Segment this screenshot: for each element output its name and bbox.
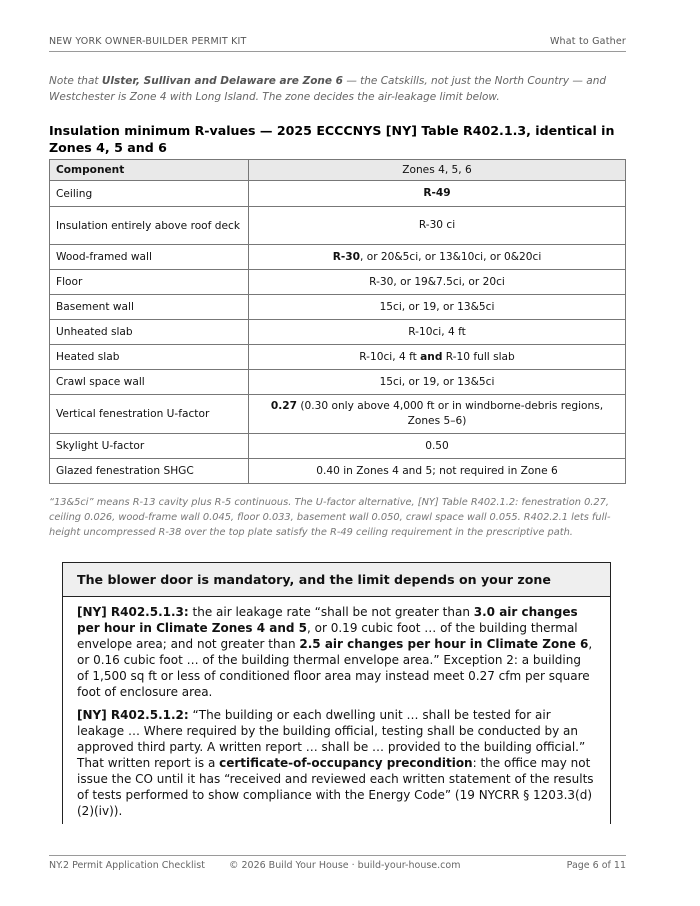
blower-door-callout — [62, 562, 611, 824]
table-row — [50, 370, 626, 395]
callout-paragraph — [77, 604, 596, 700]
component-cell: Glazed fenestration SHGC — [50, 459, 249, 484]
component-cell: Vertical fenestration U-factor — [50, 395, 249, 434]
callout-title: The blower door is mandatory, and the limit depends on your zone — [63, 563, 610, 597]
callout-emphasis: 2.5 air changes per hour in Climate Zone 6 — [299, 637, 589, 651]
code-reference: [NY] R402.5.1.2: — [77, 708, 189, 722]
value-cell — [249, 270, 626, 295]
value-text: 15ci, or 19, or 13&5ci — [379, 300, 495, 313]
table-row — [50, 459, 626, 484]
column-header-zones: Zones 4, 5, 6 — [249, 160, 626, 181]
value-bold: R-30 — [332, 250, 360, 263]
note-emphasis: Ulster, Sullivan and Delaware are Zone 6 — [101, 75, 343, 87]
table-row — [50, 345, 626, 370]
value-cell — [249, 207, 626, 245]
value-bold: and — [420, 350, 443, 363]
table-row — [50, 320, 626, 345]
value-cell — [249, 370, 626, 395]
callout-paragraph — [77, 707, 596, 819]
code-reference: [NY] R402.5.1.3: — [77, 605, 189, 619]
value-cell — [249, 434, 626, 459]
table-row — [50, 434, 626, 459]
value-cell — [249, 345, 626, 370]
zone-note — [49, 74, 626, 105]
footer-page-number: Page 6 of 11 — [566, 860, 626, 871]
table-header-row — [50, 160, 626, 181]
value-text: 15ci, or 19, or 13&5ci — [379, 375, 495, 388]
value-text: R-30, or 19&7.5ci, or 20ci — [369, 275, 505, 288]
component-cell: Ceiling — [50, 181, 249, 207]
callout-text: , or 0.19 cubic foot … of the building thermal envelope area; and not greater than — [77, 621, 578, 651]
component-cell: Crawl space wall — [50, 370, 249, 395]
rvalue-table — [49, 159, 626, 484]
value-cell — [249, 459, 626, 484]
table-row — [50, 181, 626, 207]
table-row — [50, 207, 626, 245]
value-text: R-10ci, 4 ft — [408, 325, 466, 338]
value-text: 0.40 in Zones 4 and 5; not required in Zone 6 — [316, 464, 558, 477]
component-cell: Skylight U-factor — [50, 434, 249, 459]
header-kit-title: NEW YORK OWNER-BUILDER PERMIT KIT — [49, 36, 247, 47]
note-prefix: Note that — [49, 75, 102, 87]
value-cell — [249, 181, 626, 207]
component-cell: Basement wall — [50, 295, 249, 320]
value-cell — [249, 295, 626, 320]
value-text: R-30 ci — [418, 219, 456, 231]
value-text: R-10 full slab — [442, 350, 515, 363]
component-cell: Unheated slab — [50, 320, 249, 345]
component-cell: Floor — [50, 270, 249, 295]
column-header-component: Component — [50, 160, 249, 181]
callout-emphasis: certificate-of-occupancy precondition — [219, 756, 473, 770]
table-row — [50, 295, 626, 320]
table-row — [50, 395, 626, 434]
value-cell — [249, 395, 626, 434]
value-cell — [249, 245, 626, 270]
callout-text: “The building or each dwelling unit … shall be tested for air leakage … Where required by the building official, testing shall be conducted by an approved third party. A written report … shall be … provided to the building official.” That written report is a — [77, 708, 586, 770]
callout-emphasis: 3.0 air changes per hour in Climate Zones 4 and 5 — [77, 605, 578, 635]
value-text: (0.30 only above 4,000 ft or in windborne-debris regions, Zones 5–6) — [297, 400, 604, 427]
header-section-title: What to Gather — [549, 36, 626, 47]
component-cell: Heated slab — [50, 345, 249, 370]
value-text: 0.50 — [425, 439, 449, 452]
table-footnote: “13&5ci” means R-13 cavity plus R-5 continuous. The U-factor alternative, [NY] Table R402.1.2: fenestration 0.27, ceiling 0.026, wood-frame wall 0.045, floor 0.033, basement wall 0.050, crawl space wall 0.055. R402.2.1 lets full-height uncompressed R-38 over the top plate satisfy the R-49 ceiling requirement in the prescriptive path. — [49, 497, 611, 538]
table-title: Insulation minimum R-values — 2025 ECCCNYS [NY] Table R402.1.3, identical in Zones 4, 5 and 6 — [49, 123, 615, 155]
value-bold: 0.27 — [270, 400, 298, 412]
callout-text: : the office may not issue the CO until it has “received and reviewed each written statement of the results of tests performed to show compliance with the Energy Code” (19 NYCRR § 1203.3(d)(2)(iv)). — [77, 756, 594, 818]
callout-text: , or 0.16 cubic foot … of the building thermal envelope area.” Exception 2: a building of 1,500 sq ft or less of conditioned floor area may instead meet 0.27 cfm per square foot of enclosure area. — [77, 637, 593, 699]
component-cell: Insulation entirely above roof deck — [50, 207, 249, 245]
value-text: , or 20&5ci, or 13&10ci, or 0&20ci — [359, 250, 542, 263]
page-header — [49, 36, 626, 52]
footer-copyright: © 2026 Build Your House · build-your-house.com — [228, 860, 461, 871]
page-footer — [49, 855, 626, 871]
note-suffix: — the Catskills, not just the North Country — and Westchester is Zone 4 with Long Island. The zone decides the air-leakage limit below. — [49, 75, 607, 103]
table-row — [50, 245, 626, 270]
footer-document-name: NY.2 Permit Application Checklist — [49, 860, 205, 871]
value-text-pre: R-10ci, 4 ft — [359, 350, 421, 363]
value-cell — [249, 320, 626, 345]
table-row — [50, 270, 626, 295]
callout-body — [63, 597, 610, 819]
callout-text: the air leakage rate “shall be not greater than — [188, 605, 474, 619]
component-cell: Wood-framed wall — [50, 245, 249, 270]
value-bold: R-49 — [423, 187, 451, 199]
